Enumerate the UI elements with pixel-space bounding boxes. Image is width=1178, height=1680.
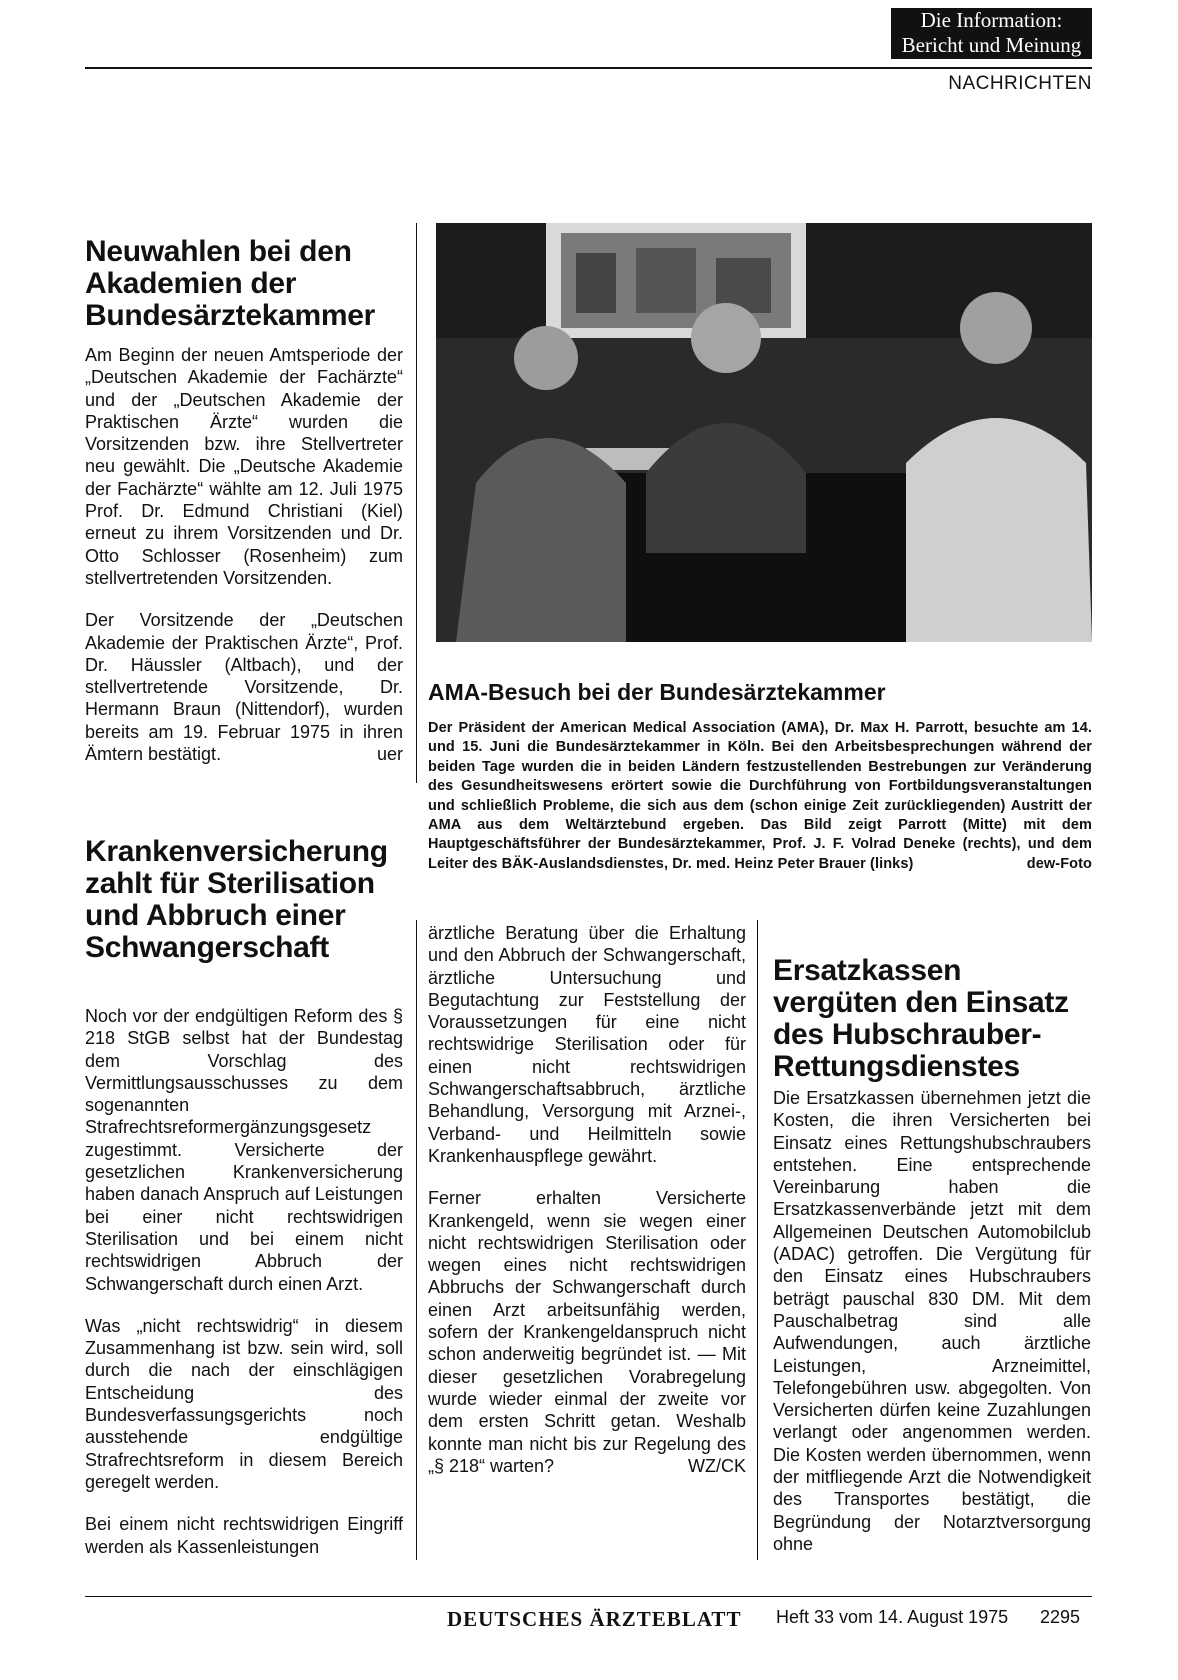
photo-caption-text: Der Präsident der American Medical Association (AMA), Dr. Max H. Parrott, besuchte am 14. und 15. Juni die Bundesärztekammer in Köln. Bei den Arbeitsbesprechungen während der beiden Tage wurden die in beiden Ländern festzustellenden Bestrebungen zur Veränderung des Gesundheitswesens erörtert sowie die Durchführung von Fortbildungsveranstaltungen und schließlich Probleme, die sich aus dem (schon einige Zeit zurückliegenden) Austritt der AMA aus dem Weltärztebund ergeben. Das Bild zeigt Parrott (Mitte) mit dem Hauptgeschäftsführer der Bundesärztekammer, Prof. J. F. Volrad Deneke (rechts), und dem Leiter des BÄK-Auslandsdienstes, Dr. med. Heinz Peter Brauer (links) [428,720,1092,872]
article3-body [773,1087,1091,1575]
footer-rule [85,1596,1092,1597]
article1-signature: uer [376,744,403,765]
page-number: 2295 [1040,1607,1081,1627]
article3-title: Ersatzkassen vergüten den Einsatz des Hubschrauber-Rettungsdienstes [773,954,1069,1083]
column-rule [416,920,417,1560]
article2-paragraph: Was „nicht rechtswidrig“ in diesem Zusammenhang ist bzw. sein wird, soll durch die nach der einschlägigen Entscheidung des Bundesverfassungsgerichts noch ausstehende endgültige Strafrechtsreform in diesem Bereich geregelt werden. [85,1315,403,1492]
article1-title: Neuwahlen bei den Akademien der Bundesärztekammer [85,235,376,332]
article2-paragraph: Ferner erhalten Versicherte Krankengeld, wenn sie wegen einer nicht rechtswidrigen Sterilisation oder wegen eines nicht rechtswidrigen Abbruchs der Schwangerschaft durch einen Arzt arbeitsunfähig werden, sofern der Krankengeldanspruch nicht schon anderweitig begründet ist. — Mit dieser gesetzlichen Vorabregelung wurde wieder einmal der zweite vor dem ersten Schritt getan. Weshalb konnte man nicht bis zur Regelung des „§ 218“ warten? [428,1188,746,1476]
article1-body [85,344,403,766]
article2-paragraph: Noch vor der endgültigen Reform des § 218 StGB selbst hat der Bundestag dem Vorschlag des Vermittlungsausschusses zu dem sogenannten Strafrechtsreformergänzungsgesetz zugestimmt. Versicherte der gesetzlichen Krankenversicherung haben danach Anspruch auf Leistungen bei einer nicht rechtswidrigen Sterilisation und bei einem nicht rechtswidrigen Abbruch der Schwangerschaft durch einen Arzt. [85,1006,403,1294]
article2-body-left [85,1005,403,1578]
section-badge [891,8,1092,59]
column-rule [757,920,758,1560]
article2-title: Krankenversicherung zahlt für Sterilisation und Abbruch einer Schwangerschaft [85,835,388,964]
article2-signature: WZ/CK [688,1456,746,1477]
column-rule [416,223,417,783]
section-label: NACHRICHTEN [948,73,1092,94]
header-rule [85,67,1092,69]
article2-paragraph: Bei einem nicht rechtswidrigen Eingriff werden als Kassenleistungen [85,1514,403,1557]
photo-caption [428,719,1092,874]
footer-magazine [447,1607,741,1632]
article1-paragraph: Der Vorsitzende der „Deutschen Akademie der Praktischen Ärzte“, Prof. Dr. Häussler (Altbach), und der stellvertretende Vorsitzende, Dr. Hermann Braun (Nittendorf), wurden bereits am 19. Februar 1975 in ihren Ämtern bestätigt. [85,610,403,765]
article2-paragraph: ärztliche Beratung über die Erhaltung und den Abbruch der Schwangerschaft, ärztliche Untersuchung und Begutachtung zur Feststellung der Voraussetzungen für eine nicht rechtswidrige Sterilisation oder für einen nicht rechtswidrigen Schwangerschaftsabbruch, ärztliche Behandlung, Versorgung mit Arznei-, Verband- und Heilmitteln sowie Krankenhauspflege gewährt. [428,923,746,1166]
photo-credit: dew-Foto [1026,855,1092,872]
photo-story-title: AMA-Besuch bei der Bundesärztekammer [428,679,886,705]
magazine-name: DEUTSCHES ÄRZTEBLATT [447,1607,742,1631]
photo-illustration [436,223,1092,642]
article2-body-right [428,922,746,1477]
badge-line-1: Die Information: [920,8,1063,32]
article1-paragraph: Am Beginn der neuen Amtsperiode der „Deutschen Akademie der Fachärzte“ und der „Deutschen Akademie der Praktischen Ärzte“ wurden die Vorsitzenden bzw. ihre Stellvertreter neu gewählt. Die „Deutsche Akademie der Fachärzte“ wählte am 12. Juli 1975 Prof. Dr. Edmund Christiani (Kiel) erneut zu ihrem Vorsitzenden und Dr. Otto Schlosser (Rosenheim) zum stellvertretenden Vorsitzenden. [85,345,403,588]
badge-line-2: Bericht und Meinung [901,33,1082,57]
article3-paragraph: Die Ersatzkassen übernehmen jetzt die Kosten, die ihren Versicherten bei Einsatz eines Rettungshubschraubers entstehen. Eine entsprechende Vereinbarung haben die Ersatzkassenverbände jetzt mit dem Allgemeinen Deutschen Automobilclub (ADAC) getroffen. Die Vergütung für den Einsatz eines Hubschraubers beträgt pauschal 830 DM. Mit dem Pauschalbetrag sind alle Aufwendungen, auch ärztliche Leistungen, Arzneimittel, Telefongebühren usw. abgegolten. Von Versicherten dürfen keine Zuzahlungen verlangt oder angenommen werden. Die Kosten werden übernommen, wenn der mitfliegende Arzt die Notwendigkeit des Transportes bestätigt, die Begründung der Notarztversorgung ohne [773,1088,1091,1554]
news-photo [436,223,1092,642]
footer-issue: Heft 33 vom 14. August 1975 [776,1607,1009,1627]
